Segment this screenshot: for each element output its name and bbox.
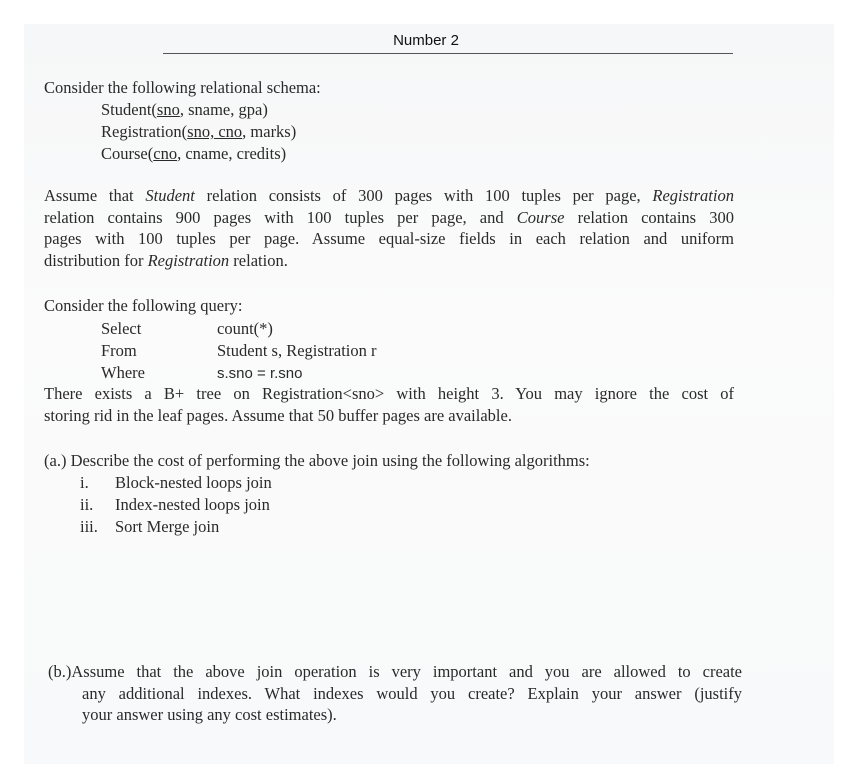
schema-student: Student(sno, sname, gpa) [101,100,268,119]
part-a-item-2: Index-nested loops join [115,495,270,514]
part-a-item-1: Block-nested loops join [115,473,272,492]
part-a-item-2-number: ii. [80,495,94,514]
query-where-keyword: Where [101,363,145,382]
query-intro: Consider the following query: [44,296,243,315]
assumption-paragraph: Assume that Student relation consists of 300 pages with 100 tuples per page, Registration relation contains 900 pages with 100 tuples per page, and Course relation contains 300 pages with 100 tuples per page. Assume equal-size fields in each relation and uniform distribution for Registration relation. [44,186,734,270]
query-select-keyword: Select [101,319,142,338]
schema-registration: Registration(sno, cno, marks) [101,122,297,141]
part-a-item-1-number: i. [80,473,89,492]
schema-intro: Consider the following relational schema: [44,78,321,97]
schema-course: Course(cno, cname, credits) [101,144,287,163]
query-from-keyword: From [101,341,137,360]
part-b-paragraph: (b.)Assume that the above join operation is very important and you are allowed to create any additional indexes. What indexes would you create? Explain your answer (justify your answer using any cost estimates). [48,662,742,724]
index-note-paragraph: There exists a B+ tree on Registration<sno> with height 3. You may ignore the cost of storing rid in the leaf pages. Assume that 50 buffer pages are available. [44,384,734,425]
part-a-item-3: Sort Merge join [115,517,220,536]
part-a-item-3-number: iii. [80,517,98,536]
query-select-value: count(*) [217,319,273,338]
page-title: Number 2 [393,32,459,49]
query-where-value: s.sno = r.sno [217,365,303,382]
part-a-question: (a.) Describe the cost of performing the above join using the following algorithms: [44,451,590,470]
query-from-value: Student s, Registration r [217,341,377,360]
title-underline [163,53,733,54]
